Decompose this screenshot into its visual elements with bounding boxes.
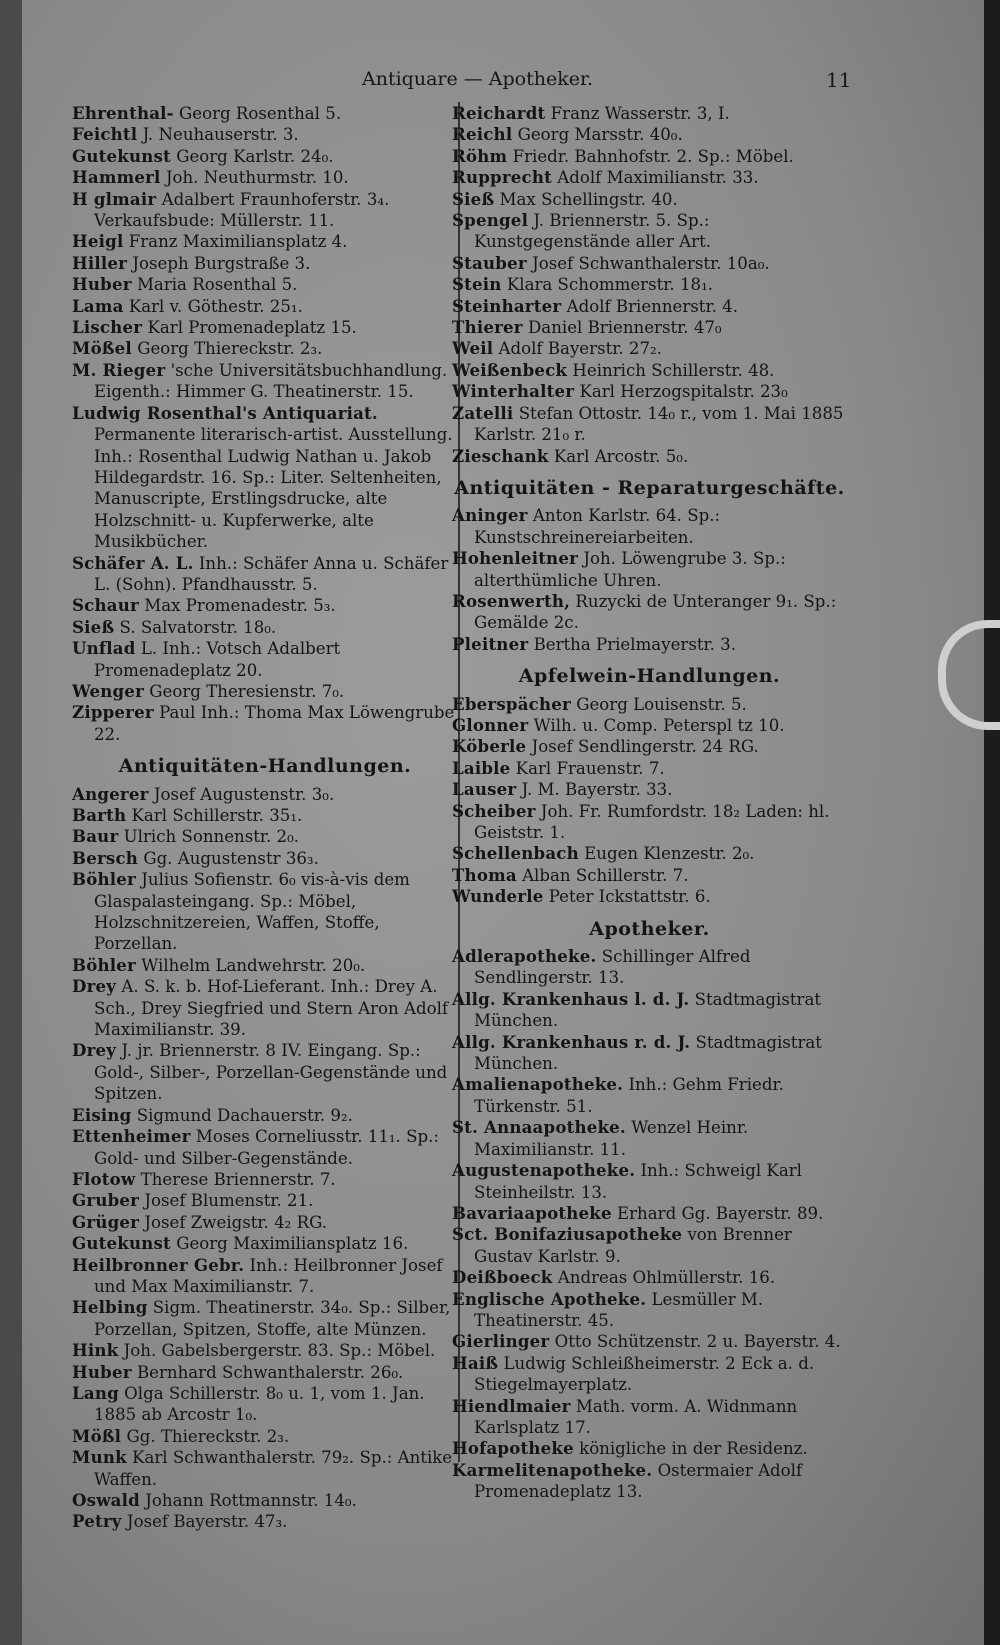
entry-text: Stadtmagistrat München. (474, 1032, 822, 1074)
entry-text: Josef Schwanthalerstr. 10a₀. (532, 253, 770, 273)
entry-text: J. jr. Briennerstr. 8 IV. Eingang. Sp.: Gold-, Silber-, Porzellan-Gegenstände und Spitzen. (94, 1041, 448, 1104)
directory-entry (452, 210, 847, 253)
entry-text: Joh. Gabelsbergerstr. 83. Sp.: Möbel. (123, 1341, 436, 1361)
directory-entry (72, 1233, 458, 1254)
entry-text: Georg Marsstr. 40₀. (517, 125, 683, 145)
directory-entry (72, 553, 458, 596)
directory-entry (452, 360, 847, 381)
entry-text: 'sche Universitätsbuchhandlung. Eigenth.: Himmer G. Theatinerstr. 15. (94, 360, 448, 402)
entry-name: Eising (72, 1104, 132, 1125)
entry-text: Karl Schillerstr. 35₁. (131, 806, 303, 825)
entry-text: Ulrich Sonnenstr. 2₀. (123, 827, 300, 847)
entry-name: Helbing (72, 1297, 148, 1318)
entry-text: Inh.: Heilbronner Josef und Max Maximilianstr. 7. (94, 1255, 443, 1296)
entry-text: Georg Theresienstr. 7₀. (149, 681, 345, 701)
entry-name: Schäfer A. L. (72, 552, 194, 573)
entry-text: Permanente literarisch-artist. Ausstellung. Inh.: Rosenthal Ludwig Nathan u. Jakob Hildegardstr. 16. Sp.: Liter. Seltenheiten, Manuscripte, Erstlingsdrucke, alte Holzschnitt- u. Kupferwerke, alte Musikbücher. (94, 425, 453, 552)
directory-entry (452, 338, 847, 359)
directory-entry (452, 146, 847, 167)
entry-name: Steinharter (452, 295, 562, 316)
entry-name: Hofapotheke (452, 1438, 574, 1459)
entry-text: Otto Schützenstr. 2 u. Bayerstr. 4. (554, 1332, 841, 1352)
entry-name: Böhler (72, 954, 136, 975)
entry-text: J. M. Bayerstr. 33. (521, 780, 673, 800)
entry-name: Munk (72, 1447, 127, 1468)
entry-text: Adolf Briennerstr. 4. (566, 296, 738, 316)
entry-text: Wenzel Heinr. Maximilianstr. 11. (474, 1118, 749, 1159)
entry-text: Friedr. Bahnhofstr. 2. Sp.: Möbel. (512, 146, 794, 166)
directory-entry (452, 1032, 847, 1075)
entry-text: Sigm. Theatinerstr. 34₀. Sp.: Silber, Porzellan, Spitzen, Stoffe, alte Münzen. (94, 1298, 451, 1339)
entry-text: königliche in der Residenz. (579, 1439, 808, 1459)
page-edge (984, 0, 1000, 1645)
entry-name: Barth (72, 805, 127, 825)
entry-name: Pleitner (452, 633, 529, 654)
book-spine (0, 0, 22, 1645)
entry-text: Ostermaier Adolf Promenadeplatz 13. (474, 1460, 803, 1502)
entry-text: Paul Inh.: Thoma Max Löwengrube 22. (94, 703, 455, 744)
entry-name: Angerer (72, 783, 149, 804)
entry-text: Ludwig Schleißheimerstr. 2 Eck a. d. Stiegelmayerplatz. (474, 1353, 815, 1395)
directory-entry (72, 955, 458, 976)
directory-entry (72, 296, 458, 317)
entry-name: Feichtl (72, 124, 138, 145)
entry-name: Zieschank (452, 445, 549, 466)
directory-entry (72, 1447, 458, 1490)
entry-name: Gutekunst (72, 1233, 171, 1254)
entry-name: Petry (72, 1511, 122, 1532)
entry-name: Stein (452, 274, 502, 295)
entry-text: Georg Karlstr. 24₀. (176, 146, 334, 166)
entry-text: Inh.: Schäfer Anna u. Schäfer L. (Sohn). Pfandhausstr. 5. (94, 553, 449, 594)
entry-name: Heigl (72, 231, 124, 252)
directory-entry (452, 989, 847, 1032)
entry-name: Gierlinger (452, 1331, 550, 1352)
entry-text: Georg Maximiliansplatz 16. (176, 1234, 409, 1254)
entry-name: Bavariaapotheke (452, 1202, 612, 1223)
directory-entry (72, 1190, 458, 1211)
entry-name: Reichl (452, 124, 513, 145)
right-column (452, 103, 847, 1503)
directory-entry (72, 124, 458, 145)
entry-name: Sct. Bonifaziusapotheke (452, 1224, 683, 1245)
entry-text: Josef Blumenstr. 21. (144, 1191, 314, 1211)
entry-text: Joh. Löwengrube 3. Sp.: alterthümliche Uhren. (474, 549, 786, 590)
entry-text: Karl Promenadeplatz 15. (147, 318, 357, 338)
entry-text: Stefan Ottostr. 14₀ r., vom 1. Mai 1885 Karlstr. 21₀ r. (474, 403, 844, 445)
entry-text: Olga Schillerstr. 8₀ u. 1, vom 1. Jan. 1885 ab Arcostr 1₀. (94, 1383, 425, 1425)
entry-name: Hohenleitner (452, 548, 579, 569)
directory-entry (452, 1267, 847, 1288)
directory-entry (72, 274, 458, 295)
entry-text: Georg Louisenstr. 5. (576, 694, 747, 714)
directory-entry (72, 146, 458, 167)
directory-entry (72, 681, 458, 702)
entry-text: Andreas Ohlmüllerstr. 16. (557, 1268, 776, 1288)
entry-name: H glmair (72, 188, 157, 209)
entry-name: Flotow (72, 1168, 136, 1189)
entry-name: Aninger (452, 505, 528, 526)
directory-entry (452, 1160, 847, 1203)
entry-text: Inh.: Gehm Friedr. Türkenstr. 51. (474, 1075, 784, 1116)
directory-entry (452, 1289, 847, 1332)
entry-text: Wilh. u. Comp. Peterspl tz 10. (533, 715, 785, 735)
entry-name: Bersch (72, 847, 139, 868)
entry-name: Laible (452, 757, 511, 778)
entry-text: Alban Schillerstr. 7. (522, 865, 689, 885)
entry-name: Schellenbach (452, 843, 579, 864)
directory-entry (72, 976, 458, 1040)
entry-text: Stadtmagistrat München. (474, 989, 822, 1031)
directory-entry (452, 779, 847, 800)
entry-text: Bertha Prielmayerstr. 3. (533, 634, 736, 654)
entry-text: Adolf Bayerstr. 27₂. (498, 339, 662, 359)
entry-name: Hiller (72, 252, 128, 273)
directory-entry (452, 403, 847, 446)
entry-name: Wunderle (452, 886, 544, 907)
entry-name: Spengel (452, 210, 529, 231)
directory-entry (72, 1126, 458, 1169)
entry-text: Johann Rottmannstr. 14₀. (145, 1491, 357, 1510)
entry-name: Oswald (72, 1490, 140, 1510)
entry-name: Glonner (452, 714, 529, 735)
entry-text: Moses Corneliusstr. 11₁. Sp.: Gold- und Silber-Gegenstände. (94, 1127, 439, 1168)
directory-entry (72, 805, 458, 826)
entry-text: Wilhelm Landwehrstr. 20₀. (141, 955, 366, 975)
entry-text: Schillinger Alfred Sendlingerstr. 13. (474, 947, 751, 988)
section-heading: Apfelwein-Handlungen. (518, 665, 781, 688)
directory-entry (452, 1224, 847, 1267)
directory-entry (72, 1490, 458, 1511)
entry-name: Ettenheimer (72, 1126, 191, 1147)
entry-name: Böhler (72, 869, 136, 890)
page-header (22, 68, 984, 98)
entry-text: Klara Schommerstr. 18₁. (506, 275, 714, 295)
entry-text: Josef Augustenstr. 3₀. (153, 784, 335, 804)
entry-name: Huber (72, 1361, 132, 1382)
entry-name: Köberle (452, 736, 527, 757)
directory-entry (452, 124, 847, 145)
entry-text: Maria Rosenthal 5. (136, 275, 298, 295)
directory-entry (452, 591, 847, 634)
directory-entry (72, 1040, 458, 1104)
entry-name: Zatelli (452, 402, 514, 423)
directory-entry (452, 1438, 847, 1459)
entry-name: Gutekunst (72, 145, 171, 166)
page-number: 11 (826, 68, 852, 92)
directory-entry (72, 784, 458, 805)
entry-name: Heilbronner Gebr. (72, 1254, 245, 1275)
directory-entry (452, 189, 847, 210)
entry-text: Karl v. Göthestr. 25₁. (128, 296, 303, 316)
entry-text: Josef Bayerstr. 47₃. (126, 1512, 288, 1532)
directory-page (22, 0, 984, 1645)
entry-text: Erhard Gg. Bayerstr. 89. (617, 1203, 824, 1223)
page-title: Antiquare — Apotheker. (362, 68, 594, 90)
entry-name: Lauser (452, 779, 517, 800)
entry-text: Daniel Briennerstr. 47₀ (528, 318, 722, 338)
entry-text: Heinrich Schillerstr. 48. (572, 360, 775, 380)
directory-entry (72, 189, 458, 232)
entry-name: Unflad (72, 638, 136, 659)
directory-entry (72, 403, 458, 553)
entry-text: Sigmund Dachauerstr. 9₂. (136, 1105, 353, 1125)
entry-text: Math. vorm. A. Widnmann Karlsplatz 17. (474, 1396, 798, 1437)
entry-text: Eugen Klenzestr. 2₀. (584, 844, 755, 864)
entry-text: Franz Wasserstr. 3, I. (550, 104, 730, 123)
directory-entry (72, 1511, 458, 1532)
directory-entry (452, 505, 847, 548)
directory-entry (452, 801, 847, 844)
entry-text: Julius Sofienstr. 6₀ vis-à-vis dem Glaspalasteingang. Sp.: Möbel, Holzschnitzereien, Waffen, Stoffe, Porzellan. (94, 870, 410, 954)
entry-name: Sieß (72, 616, 115, 637)
entry-name: Scheiber (452, 800, 536, 821)
entry-name: Haiß (452, 1352, 499, 1373)
entry-name: Lischer (72, 317, 143, 338)
entry-text: Inh.: Schweigl Karl Steinheilstr. 13. (474, 1161, 802, 1202)
entry-text: A. S. k. b. Hof-Lieferant. Inh.: Drey A. Sch., Drey Siegfried und Stern Aron Adolf Maximilianstr. 39. (94, 977, 449, 1040)
entry-text: L. Inh.: Votsch Adalbert Promenadeplatz 20. (94, 639, 341, 680)
left-column (72, 103, 458, 1533)
entry-text: Bernhard Schwanthalerstr. 26₀. (136, 1362, 404, 1382)
entry-name: St. Annaapotheke. (452, 1117, 626, 1138)
entry-text: Georg Thiereckstr. 2₃. (137, 339, 323, 359)
directory-entry (72, 231, 458, 252)
directory-entry (72, 1362, 458, 1383)
directory-entry (72, 848, 458, 869)
entry-name: Baur (72, 826, 119, 847)
directory-entry (452, 1460, 847, 1503)
directory-entry (452, 548, 847, 591)
entry-name: Rupprecht (452, 167, 552, 188)
entry-name: Ehrenthal- (72, 103, 174, 123)
entry-text: Josef Sendlingerstr. 24 RG. (531, 737, 759, 757)
directory-entry (452, 843, 847, 864)
entry-text: Max Promenadestr. 5₃. (144, 596, 336, 616)
entry-name: Sieß (452, 188, 495, 209)
entry-name: Wenger (72, 680, 145, 701)
directory-entry (452, 167, 847, 188)
directory-entry (452, 1331, 847, 1352)
directory-entry (72, 338, 458, 359)
entry-text: Therese Briennerstr. 7. (140, 1169, 336, 1189)
entry-name: Allg. Krankenhaus r. d. J. (452, 1031, 691, 1052)
entry-name: Grüger (72, 1211, 140, 1232)
directory-entry (452, 865, 847, 886)
entry-text: Ruzycki de Unteranger 9₁. Sp.: Gemälde 2c. (474, 591, 837, 633)
entry-name: Englische Apotheke. (452, 1288, 647, 1309)
directory-entry (72, 1105, 458, 1126)
directory-entry (452, 1353, 847, 1396)
entry-name: Gruber (72, 1190, 140, 1211)
directory-entry (72, 317, 458, 338)
entry-name: M. Rieger (72, 359, 166, 380)
directory-entry (72, 869, 458, 955)
entry-name: Lama (72, 295, 124, 316)
entry-name: Reichardt (452, 103, 546, 123)
directory-entry (72, 1383, 458, 1426)
entry-name: Weißenbeck (452, 359, 568, 380)
directory-entry (452, 715, 847, 736)
directory-entry (72, 1212, 458, 1233)
directory-entry (452, 758, 847, 779)
entry-text: Karl Arcostr. 5₀. (553, 446, 689, 466)
entry-name: Hammerl (72, 167, 161, 188)
entry-name: Mößl (72, 1425, 122, 1446)
entry-text: Georg Rosenthal 5. (179, 104, 342, 123)
entry-text: S. Salvatorstr. 18₀. (119, 617, 277, 637)
entry-text: Anton Karlstr. 64. Sp.: Kunstschreinereiarbeiten. (474, 506, 721, 547)
entry-text: Gg. Augustenstr 36₃. (143, 848, 319, 868)
directory-entry (72, 1297, 458, 1340)
entry-text: Joh. Neuthurmstr. 10. (165, 168, 349, 188)
entry-text: J. Neuhauserstr. 3. (142, 125, 299, 145)
directory-entry (72, 638, 458, 681)
entry-text: Max Schellingstr. 40. (499, 189, 678, 209)
entry-name: Drey (72, 1040, 117, 1061)
directory-entry (72, 253, 458, 274)
directory-entry (452, 1203, 847, 1224)
directory-entry (72, 617, 458, 638)
section-heading: Apotheker. (589, 917, 710, 940)
entry-text: Franz Maximiliansplatz 4. (128, 232, 348, 252)
entry-name: Röhm (452, 145, 508, 166)
entry-name: Amalienapotheke. (452, 1074, 624, 1095)
directory-entry (452, 634, 847, 655)
entry-text: J. Briennerstr. 5. Sp.: Kunstgegenstände aller Art. (474, 211, 712, 252)
entry-name: Weil (452, 338, 494, 359)
directory-entry (452, 946, 847, 989)
entry-name: Rosenwerth, (452, 590, 571, 611)
directory-entry (72, 1426, 458, 1447)
entry-name: Stauber (452, 252, 527, 273)
directory-entry (452, 253, 847, 274)
directory-entry (72, 1255, 458, 1298)
directory-entry (452, 886, 847, 907)
directory-entry (452, 274, 847, 295)
entry-text: Gg. Thiereckstr. 2₃. (126, 1426, 290, 1446)
entry-text: Lesmüller M. Theatinerstr. 45. (474, 1289, 764, 1330)
directory-entry (452, 446, 847, 467)
entry-text: von Brenner Gustav Karlstr. 9. (474, 1225, 792, 1266)
directory-entry (452, 694, 847, 715)
entry-text: Adolf Maximilianstr. 33. (557, 168, 759, 188)
directory-entry (452, 1396, 847, 1439)
entry-name: Lang (72, 1382, 119, 1403)
entry-name: Deißboeck (452, 1267, 553, 1288)
entry-name: Hink (72, 1340, 119, 1361)
directory-entry (72, 1340, 458, 1361)
entry-text: Joh. Fr. Rumfordstr. 18₂ Laden: hl. Geiststr. 1. (474, 801, 830, 842)
entry-text: Josef Zweigstr. 4₂ RG. (144, 1212, 328, 1232)
entry-name: Thierer (452, 317, 523, 338)
entry-text: Karl Frauenstr. 7. (515, 758, 665, 778)
entry-text: Karl Herzogspitalstr. 23₀ (579, 382, 788, 402)
entry-text: Adalbert Fraunhoferstr. 3₄. Verkaufsbude: Müllerstr. 11. (94, 189, 390, 231)
directory-entry (452, 296, 847, 317)
entry-name: Eberspächer (452, 693, 571, 714)
entry-name: Mößel (72, 338, 132, 359)
section-heading: Antiquitäten - Reparaturgeschäfte. (454, 476, 845, 499)
entry-name: Schaur (72, 595, 139, 616)
directory-entry (72, 595, 458, 616)
entry-name: Augustenapotheke. (452, 1160, 636, 1181)
entry-name: Allg. Krankenhaus l. d. J. (452, 988, 690, 1009)
directory-entry (72, 360, 458, 403)
section-heading: Antiquitäten-Handlungen. (118, 755, 412, 778)
entry-name: Ludwig Rosenthal's Antiquariat. (72, 402, 378, 423)
directory-entry (452, 381, 847, 402)
directory-entry (72, 826, 458, 847)
directory-entry (72, 1169, 458, 1190)
entry-name: Drey (72, 976, 117, 997)
entry-name: Thoma (452, 864, 517, 885)
entry-text: Karl Schwanthalerstr. 79₂. Sp.: Antike Waffen. (94, 1448, 453, 1489)
directory-entry (452, 1074, 847, 1117)
entry-name: Hiendlmaier (452, 1395, 571, 1416)
directory-entry (72, 103, 458, 124)
directory-entry (452, 736, 847, 757)
directory-entry (452, 317, 847, 338)
directory-entry (72, 702, 458, 745)
entry-name: Winterhalter (452, 381, 575, 402)
directory-entry (72, 167, 458, 188)
entry-name: Huber (72, 274, 132, 295)
entry-name: Karmelitenapotheke. (452, 1459, 653, 1480)
directory-entry (452, 103, 847, 124)
entry-name: Zipperer (72, 702, 154, 723)
directory-entry (452, 1117, 847, 1160)
entry-name: Adlerapotheke. (452, 946, 597, 967)
entry-text: Peter Ickstattstr. 6. (548, 887, 711, 907)
entry-text: Joseph Burgstraße 3. (132, 253, 311, 273)
